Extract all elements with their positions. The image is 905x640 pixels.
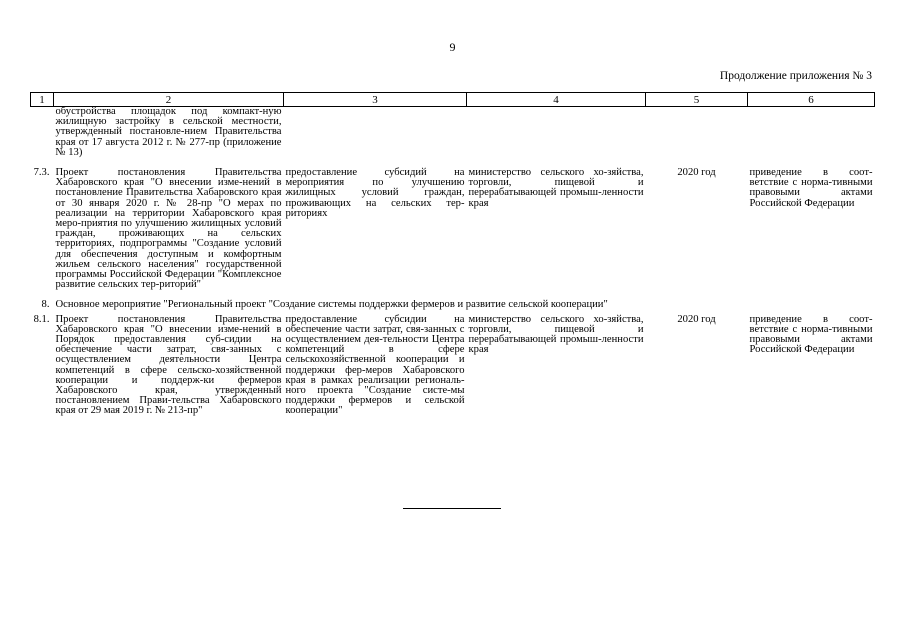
end-of-document-rule [403,508,501,509]
row-7-3-document: Проект постановления Правительства Хабаровского края "О внесении изме-нений в постановление Правительства Хабаровского края от 30 января 2020 г. № 28-пр "О мерах по реализации на территории Хабаровского края меро-приятия по улучшению жилищных условий граждан, проживающих на сельских территориях, подпрограммы "Создание условий для обеспечения доступным и комфортным жильем сельского населения" государственной программы Российской Федерации "Комплексное развитие сельских тер-риторий" [55,167,282,291]
row-7-3-purpose: предоставление субсидий на мероприятия по улучшению жилищных условий граждан, проживающих на сельских тер-риториях [285,167,465,219]
table-row-8-1 [31,315,875,417]
continued-row-document: обустройства площадок под компакт-ную жилищную застройку в сельской местности, утвержденный постановле-нием Правительства края от 17 августа 2012 г. № 277-пр (приложение № 13) [55,106,282,158]
row-8-1-executor: министерство сельского хо-зяйства, торговли, пищевой и перерабатывающей промыш-ленности края [468,313,644,356]
continued-row [31,107,875,159]
row-7-3-result: приведение в соот-ветствие с норма-тивными правовыми актами Российской Федерации [749,167,873,209]
row-8-main-activity: Основное мероприятие "Региональный проект "Создание системы поддержки фермеров и развитие сельской кооперации" [55,299,608,311]
row-7-3-year: 2020 год [677,167,716,179]
header-col-1: 1 [31,93,54,107]
header-col-2: 2 [54,93,284,107]
header-col-5: 5 [646,93,748,107]
header-col-6: 6 [748,93,875,107]
header-row [31,93,875,107]
continuation-label: Продолжение приложения № 3 [719,70,872,82]
table-row-8 [31,300,875,310]
table-row-7-3 [31,168,875,290]
row-8-1-document: Проект постановления Правительства Хабаровского края "О внесении изме-нений в Порядок предоставления суб-сидии на обеспечение части затрат, свя-занных с осуществлением деятельности Центра компетенций в сфере сельско-хозяйственной кооперации и поддерж-ки фермеров Хабаровского края, утвержденный постановлением Прави-тельства Хабаровского края от 29 мая 2019 г. № 213-пр" [55,313,282,417]
header-col-3: 3 [284,93,467,107]
appendix-table [30,92,875,417]
row-8-1-year: 2020 год [677,313,716,325]
page-number: 9 [449,40,456,54]
row-8-number: 8. [41,299,50,311]
row-8-1-number: 8.1. [33,313,50,325]
row-8-1-result: приведение в соот-ветствие с норма-тивными правовыми актами Российской Федерации [749,313,873,356]
row-7-3-number: 7.3. [33,167,50,179]
appendix-table-container [30,92,874,417]
header-col-4: 4 [467,93,646,107]
row-7-3-executor: министерство сельского хо-зяйства, торговли, пищевой и перерабатывающей промыш-ленности края [468,167,644,209]
row-8-1-purpose: предоставление субсидии на обеспечение части затрат, свя-занных с осуществлением дея-тельности Центра компетенций в сфере сельскохозяйственной кооперации и поддержки фер-меров Хабаровского края в рамках реализации региональ-ного проекта "Создание систе-мы поддержки фермеров и сельской кооперации" [285,313,465,417]
